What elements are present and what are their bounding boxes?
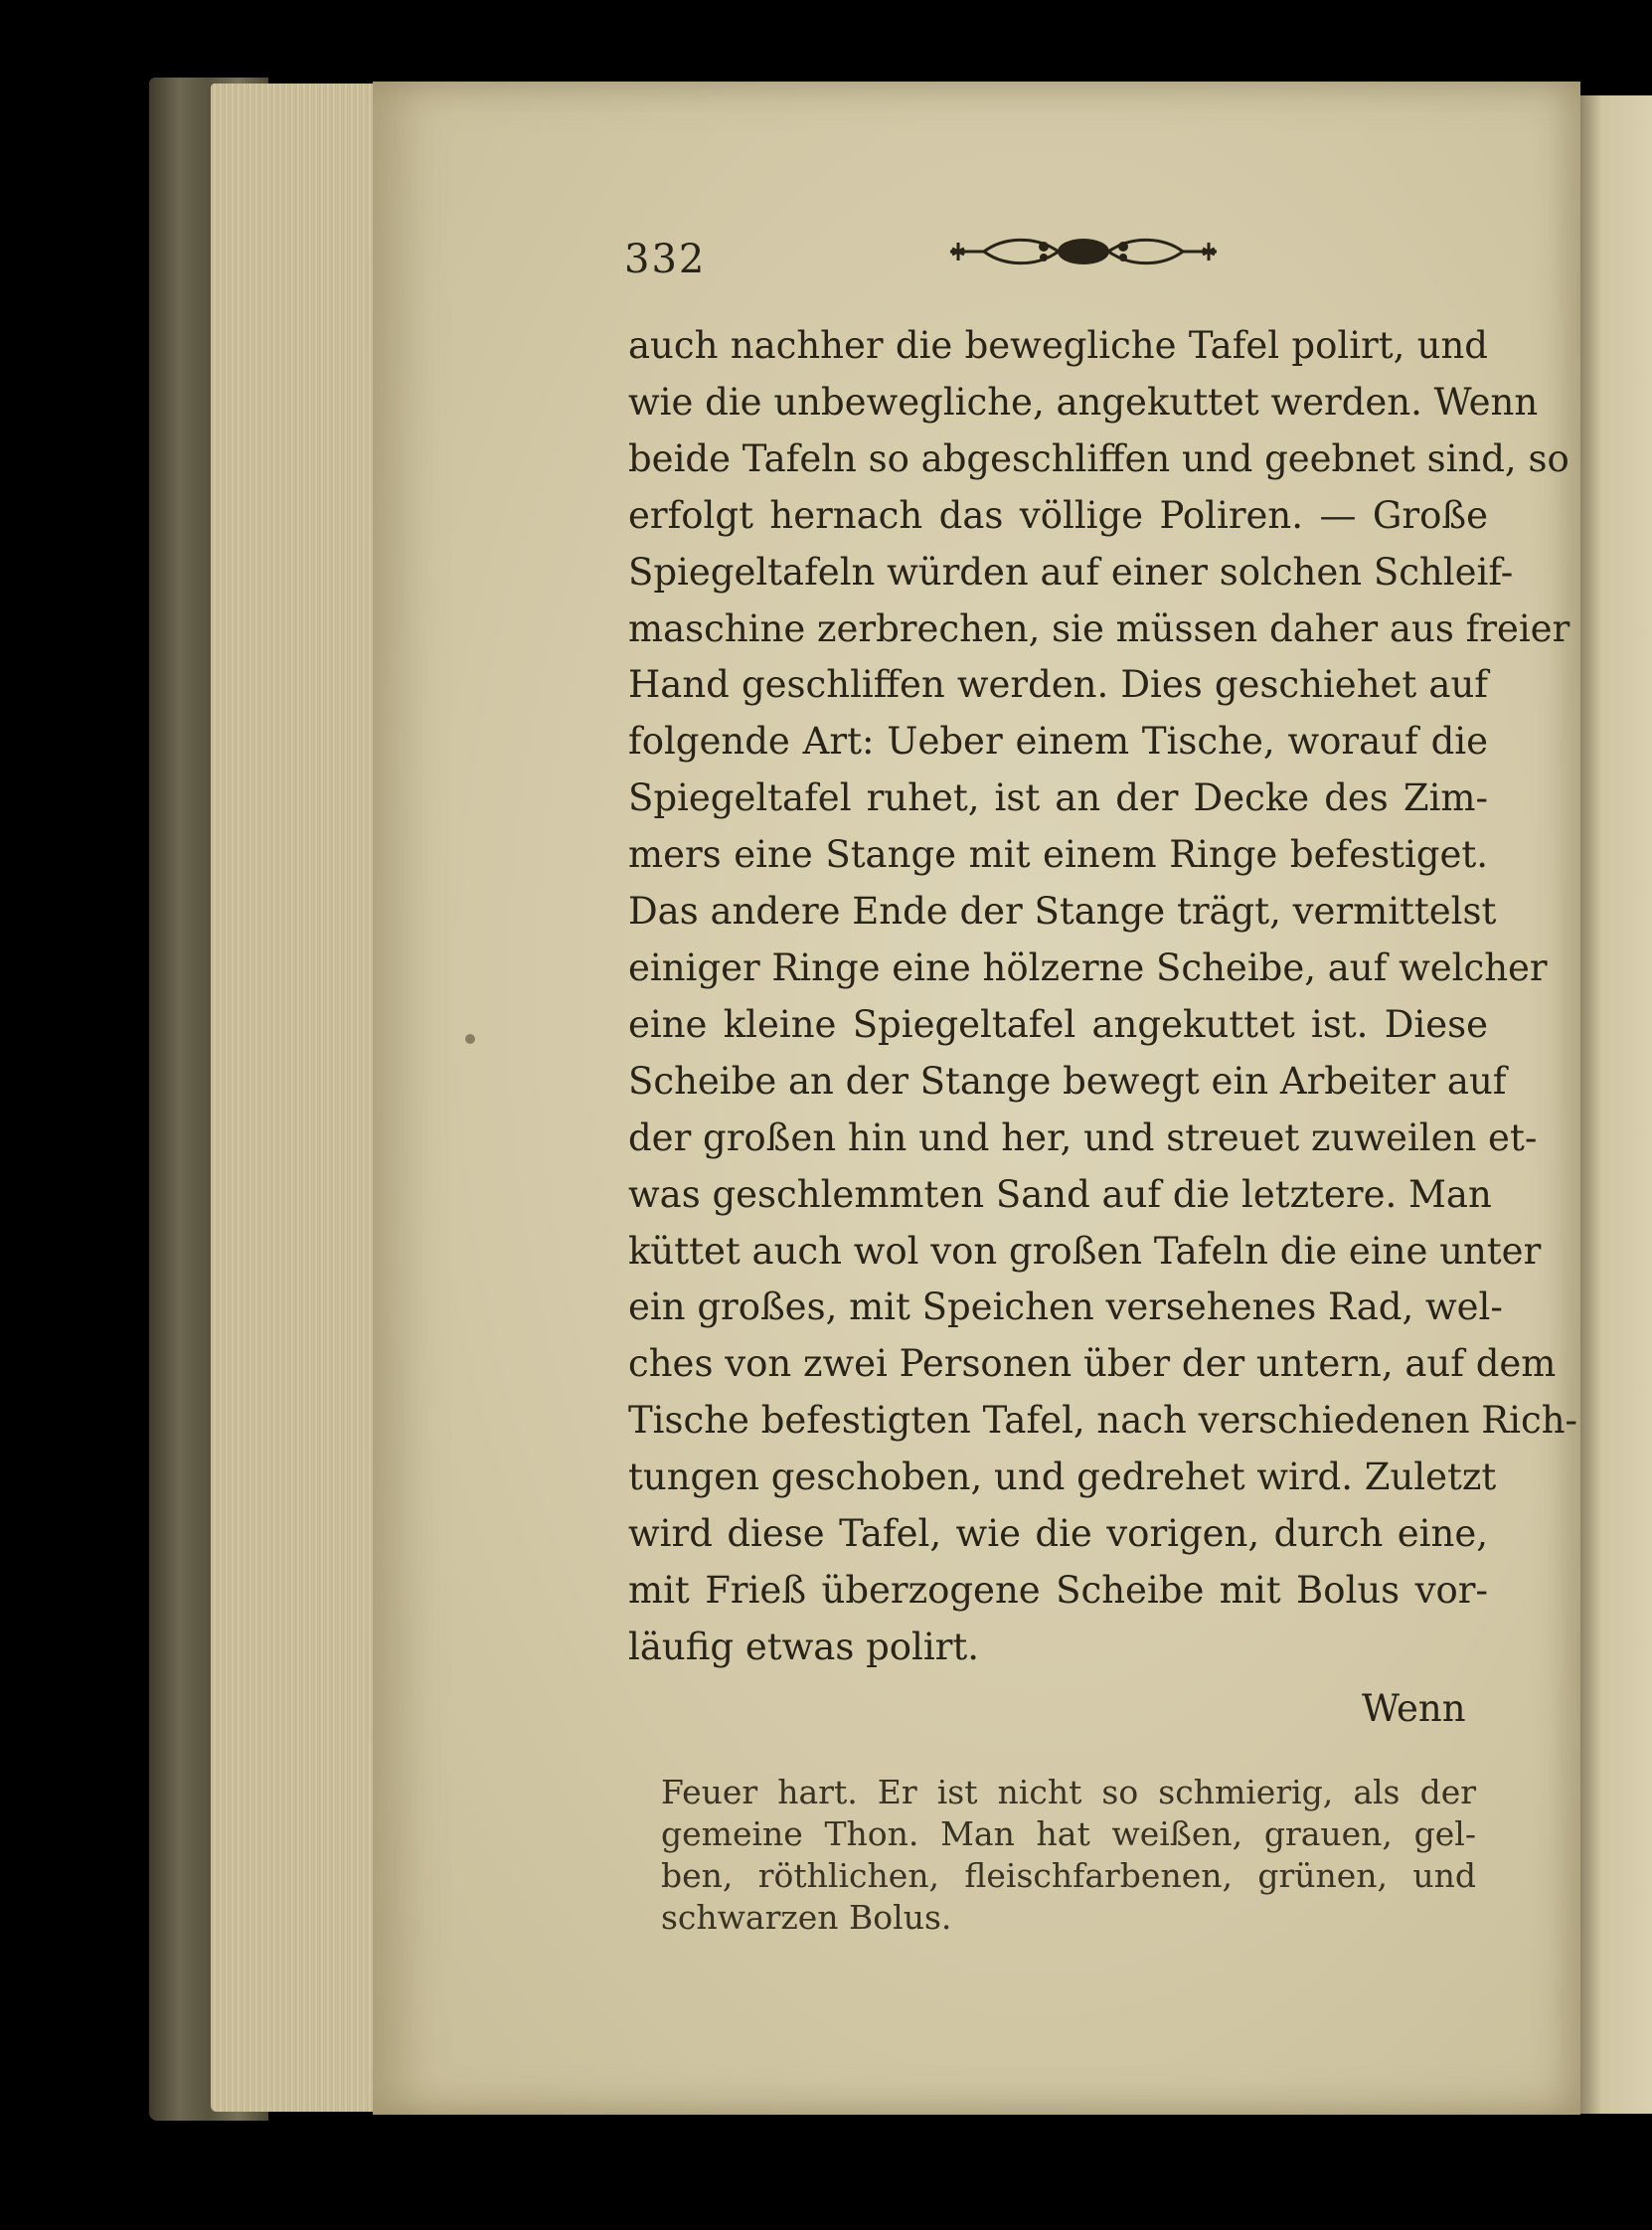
text-line: der großen hin und her, und streuet zuweilen et- bbox=[628, 1115, 1538, 1159]
facing-page-gutter bbox=[1580, 95, 1652, 2114]
footnote-line: Feuer hart. Er ist nicht so schmierig, als der bbox=[661, 1773, 1476, 1811]
text-line: erfolgt hernach das völlige Poliren. — Große bbox=[628, 493, 1488, 537]
text-line: einiger Ringe eine hölzerne Scheibe, auf welcher bbox=[628, 945, 1548, 989]
text-line: ches von zwei Personen über der untern, auf dem bbox=[628, 1342, 1557, 1386]
text-line: tungen geschoben, und gedrehet wird. Zuletzt bbox=[628, 1456, 1497, 1499]
text-line: Tische befestigten Tafel, nach verschiedenen Rich- bbox=[628, 1399, 1578, 1443]
text-line: wie die unbewegliche, angekuttet werden. Wenn bbox=[628, 380, 1539, 424]
footnote-line: ben, röthlichen, fleischfarbenen, grünen, und bbox=[661, 1856, 1476, 1895]
text-line: auch nachher die bewegliche Tafel polirt, und bbox=[628, 324, 1488, 367]
text-line: Das andere Ende der Stange trägt, vermittelst bbox=[628, 890, 1497, 934]
page-fore-edge bbox=[211, 84, 390, 2112]
body-text bbox=[628, 318, 1578, 1676]
text-line: läufig etwas polirt. bbox=[628, 1625, 980, 1668]
text-line: folgende Art: Ueber einem Tische, worauf die bbox=[628, 720, 1488, 764]
text-line: beide Tafeln so abgeschliffen und geebnet sind, so bbox=[628, 436, 1569, 480]
catchword: Wenn bbox=[1362, 1687, 1466, 1730]
text-line: Spiegeltafel ruhet, ist an der Decke des Zim- bbox=[628, 776, 1488, 820]
footnote-line: schwarzen Bolus. bbox=[661, 1898, 952, 1937]
margin-mark bbox=[465, 1034, 475, 1044]
text-line: mers eine Stange mit einem Ringe befestiget. bbox=[628, 833, 1488, 877]
text-line: küttet auch wol von großen Tafeln die eine unter bbox=[628, 1229, 1542, 1273]
printer-ornament-icon bbox=[944, 227, 1223, 276]
text-line: Scheibe an der Stange bewegt ein Arbeiter auf bbox=[628, 1059, 1507, 1103]
page-number: 332 bbox=[624, 237, 707, 282]
text-line: was geschlemmten Sand auf die letztere. Man bbox=[628, 1172, 1492, 1216]
text-line: eine kleine Spiegeltafel angekuttet ist. Diese bbox=[628, 1002, 1488, 1046]
text-line: wird diese Tafel, wie die vorigen, durch eine, bbox=[628, 1512, 1488, 1556]
text-line: ein großes, mit Speichen versehenes Rad, wel- bbox=[628, 1286, 1503, 1329]
text-line: Spiegeltafeln würden auf einer solchen Schleif- bbox=[628, 550, 1514, 594]
text-line: maschine zerbrechen, sie müssen daher aus freier bbox=[628, 606, 1570, 650]
footnote bbox=[661, 1772, 1476, 1939]
text-line: mit Frieß überzogene Scheibe mit Bolus vor- bbox=[628, 1568, 1488, 1612]
text-line: Hand geschliffen werden. Dies geschiehet auf bbox=[628, 663, 1488, 707]
footnote-line: gemeine Thon. Man hat weißen, grauen, gel- bbox=[661, 1814, 1476, 1853]
